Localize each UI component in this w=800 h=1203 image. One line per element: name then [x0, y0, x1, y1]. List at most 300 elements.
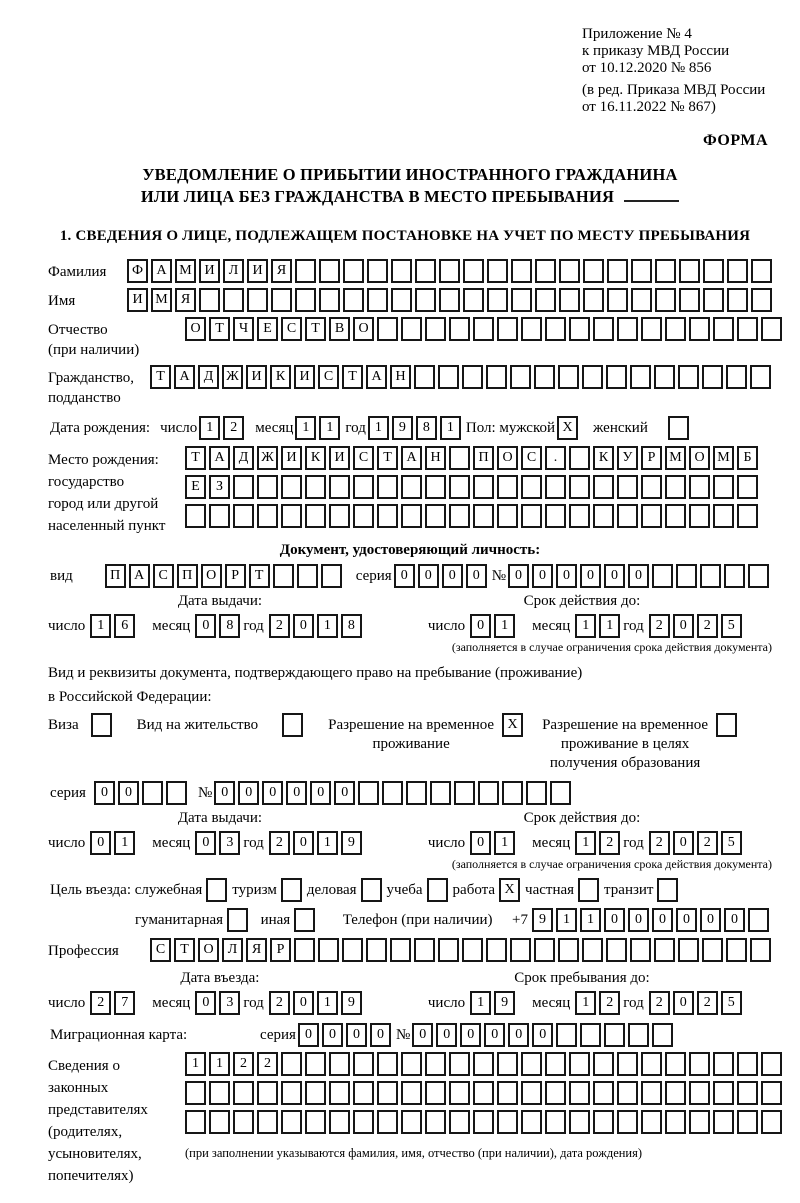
residence-issue-day-input[interactable]: [90, 831, 138, 855]
char-box[interactable]: О: [353, 317, 374, 341]
char-box[interactable]: [654, 365, 675, 389]
char-box[interactable]: 1: [319, 416, 340, 440]
char-box[interactable]: [641, 475, 662, 499]
char-box[interactable]: [367, 259, 388, 283]
char-box[interactable]: 0: [262, 781, 283, 805]
char-box[interactable]: 9: [494, 991, 515, 1015]
char-box[interactable]: [559, 259, 580, 283]
char-box[interactable]: [593, 1081, 614, 1105]
identity-valid-day-input[interactable]: [470, 614, 518, 638]
char-box[interactable]: [545, 475, 566, 499]
char-box[interactable]: М: [151, 288, 172, 312]
char-box[interactable]: [761, 1110, 782, 1134]
char-box[interactable]: М: [175, 259, 196, 283]
char-box[interactable]: [329, 475, 350, 499]
char-box[interactable]: 2: [599, 831, 620, 855]
char-box[interactable]: 1: [494, 831, 515, 855]
char-box[interactable]: 0: [293, 831, 314, 855]
purpose-humanitarian-checkbox[interactable]: [227, 908, 251, 932]
char-box[interactable]: С: [281, 317, 302, 341]
char-box[interactable]: [401, 1052, 422, 1076]
char-box[interactable]: А: [209, 446, 230, 470]
char-box[interactable]: [281, 475, 302, 499]
char-box[interactable]: [281, 1110, 302, 1134]
char-box[interactable]: [617, 1052, 638, 1076]
char-box[interactable]: Т: [249, 564, 270, 588]
char-box[interactable]: [185, 504, 206, 528]
birth-place-input-row-1[interactable]: [185, 446, 761, 470]
char-box[interactable]: [545, 317, 566, 341]
char-box[interactable]: [545, 504, 566, 528]
char-box[interactable]: 1: [575, 991, 596, 1015]
char-box[interactable]: 6: [114, 614, 135, 638]
char-box[interactable]: 3: [219, 831, 240, 855]
char-box[interactable]: [305, 475, 326, 499]
char-box[interactable]: [713, 317, 734, 341]
char-box[interactable]: А: [129, 564, 150, 588]
char-box[interactable]: 0: [604, 908, 625, 932]
char-box[interactable]: И: [281, 446, 302, 470]
char-box[interactable]: [713, 475, 734, 499]
char-box[interactable]: Е: [185, 475, 206, 499]
char-box[interactable]: З: [209, 475, 230, 499]
char-box[interactable]: 0: [556, 564, 577, 588]
char-box[interactable]: С: [153, 564, 174, 588]
char-box[interactable]: 0: [195, 831, 216, 855]
char-box[interactable]: А: [401, 446, 422, 470]
char-box[interactable]: 0: [310, 781, 331, 805]
char-box[interactable]: [377, 504, 398, 528]
char-box[interactable]: О: [689, 446, 710, 470]
char-box[interactable]: [689, 317, 710, 341]
char-box[interactable]: 0: [334, 781, 355, 805]
char-box[interactable]: [257, 475, 278, 499]
char-box[interactable]: С: [521, 446, 542, 470]
char-box[interactable]: [449, 504, 470, 528]
char-box[interactable]: [319, 259, 340, 283]
char-box[interactable]: [702, 365, 723, 389]
char-box[interactable]: [703, 288, 724, 312]
char-box[interactable]: [606, 365, 627, 389]
char-box[interactable]: [689, 1052, 710, 1076]
char-box[interactable]: [487, 288, 508, 312]
char-box[interactable]: М: [665, 446, 686, 470]
char-box[interactable]: [257, 1081, 278, 1105]
char-box[interactable]: К: [270, 365, 291, 389]
residence-issue-month-input[interactable]: [195, 831, 243, 855]
char-box[interactable]: [652, 564, 673, 588]
char-box[interactable]: [679, 288, 700, 312]
char-box[interactable]: [558, 365, 579, 389]
char-box[interactable]: Т: [150, 365, 171, 389]
char-box[interactable]: 0: [470, 614, 491, 638]
char-box[interactable]: 1: [317, 614, 338, 638]
birth-year-input[interactable]: [368, 416, 464, 440]
char-box[interactable]: [665, 1081, 686, 1105]
char-box[interactable]: [724, 564, 745, 588]
char-box[interactable]: 0: [293, 991, 314, 1015]
char-box[interactable]: [511, 259, 532, 283]
char-box[interactable]: 1: [295, 416, 316, 440]
char-box[interactable]: [569, 1110, 590, 1134]
char-box[interactable]: 0: [238, 781, 259, 805]
purpose-business-checkbox[interactable]: [361, 878, 385, 902]
char-box[interactable]: 1: [114, 831, 135, 855]
char-box[interactable]: [257, 1110, 278, 1134]
char-box[interactable]: [641, 317, 662, 341]
char-box[interactable]: О: [185, 317, 206, 341]
char-box[interactable]: [463, 259, 484, 283]
char-box[interactable]: [473, 317, 494, 341]
char-box[interactable]: [478, 781, 499, 805]
sex-male-checkbox[interactable]: [557, 416, 581, 440]
char-box[interactable]: [657, 878, 678, 902]
patronymic-input[interactable]: [185, 317, 785, 341]
char-box[interactable]: [473, 1081, 494, 1105]
char-box[interactable]: 0: [676, 908, 697, 932]
identity-doc-number-input[interactable]: [508, 564, 772, 588]
representatives-input-row-1[interactable]: [185, 1052, 785, 1076]
char-box[interactable]: М: [713, 446, 734, 470]
char-box[interactable]: 0: [90, 831, 111, 855]
char-box[interactable]: [401, 504, 422, 528]
char-box[interactable]: [737, 1081, 758, 1105]
char-box[interactable]: С: [318, 365, 339, 389]
char-box[interactable]: [654, 938, 675, 962]
char-box[interactable]: 0: [346, 1023, 367, 1047]
char-box[interactable]: [199, 288, 220, 312]
char-box[interactable]: [593, 504, 614, 528]
char-box[interactable]: Я: [271, 259, 292, 283]
sex-female-checkbox[interactable]: [668, 416, 692, 440]
char-box[interactable]: 0: [298, 1023, 319, 1047]
char-box[interactable]: 2: [697, 831, 718, 855]
char-box[interactable]: 0: [724, 908, 745, 932]
char-box[interactable]: [438, 938, 459, 962]
char-box[interactable]: [329, 1110, 350, 1134]
char-box[interactable]: [606, 938, 627, 962]
residence-issue-year-input[interactable]: [269, 831, 365, 855]
char-box[interactable]: 0: [673, 831, 694, 855]
char-box[interactable]: [737, 1110, 758, 1134]
char-box[interactable]: [737, 1052, 758, 1076]
char-box[interactable]: 0: [673, 991, 694, 1015]
char-box[interactable]: [449, 1081, 470, 1105]
char-box[interactable]: [641, 504, 662, 528]
char-box[interactable]: [641, 1110, 662, 1134]
char-box[interactable]: [497, 317, 518, 341]
char-box[interactable]: [281, 878, 302, 902]
char-box[interactable]: В: [329, 317, 350, 341]
residence-valid-year-input[interactable]: [649, 831, 745, 855]
purpose-official-checkbox[interactable]: [206, 878, 230, 902]
birth-place-input-row-2[interactable]: [185, 475, 761, 499]
char-box[interactable]: [227, 908, 248, 932]
char-box[interactable]: [737, 504, 758, 528]
char-box[interactable]: Р: [641, 446, 662, 470]
char-box[interactable]: 0: [466, 564, 487, 588]
char-box[interactable]: [617, 504, 638, 528]
char-box[interactable]: 0: [370, 1023, 391, 1047]
char-box[interactable]: [206, 878, 227, 902]
identity-doc-series-input[interactable]: [394, 564, 490, 588]
char-box[interactable]: [545, 1110, 566, 1134]
migration-number-input[interactable]: [412, 1023, 676, 1047]
char-box[interactable]: [521, 1052, 542, 1076]
char-box[interactable]: Т: [342, 365, 363, 389]
char-box[interactable]: [665, 475, 686, 499]
char-box[interactable]: [726, 938, 747, 962]
char-box[interactable]: О: [198, 938, 219, 962]
char-box[interactable]: [305, 1110, 326, 1134]
char-box[interactable]: 7: [114, 991, 135, 1015]
char-box[interactable]: 2: [697, 614, 718, 638]
identity-issue-year-input[interactable]: [269, 614, 365, 638]
char-box[interactable]: [294, 908, 315, 932]
stay-day-input[interactable]: [470, 991, 518, 1015]
char-box[interactable]: 1: [494, 614, 515, 638]
char-box[interactable]: [377, 1110, 398, 1134]
char-box[interactable]: 0: [436, 1023, 457, 1047]
char-box[interactable]: [142, 781, 163, 805]
char-box[interactable]: [751, 288, 772, 312]
char-box[interactable]: [463, 288, 484, 312]
char-box[interactable]: 1: [575, 614, 596, 638]
residence-valid-day-input[interactable]: [470, 831, 518, 855]
char-box[interactable]: [497, 1110, 518, 1134]
char-box[interactable]: [353, 475, 374, 499]
char-box[interactable]: [676, 564, 697, 588]
temp-residence-checkbox[interactable]: [494, 713, 526, 737]
char-box[interactable]: [439, 288, 460, 312]
char-box[interactable]: [318, 938, 339, 962]
char-box[interactable]: 8: [416, 416, 437, 440]
char-box[interactable]: 0: [322, 1023, 343, 1047]
char-box[interactable]: [713, 1081, 734, 1105]
char-box[interactable]: Н: [425, 446, 446, 470]
birth-day-input[interactable]: [199, 416, 247, 440]
entry-year-input[interactable]: [269, 991, 365, 1015]
char-box[interactable]: [462, 365, 483, 389]
char-box[interactable]: [247, 288, 268, 312]
char-box[interactable]: [295, 288, 316, 312]
char-box[interactable]: [438, 365, 459, 389]
char-box[interactable]: [703, 259, 724, 283]
purpose-study-checkbox[interactable]: [427, 878, 451, 902]
char-box[interactable]: 0: [628, 908, 649, 932]
char-box[interactable]: [569, 446, 590, 470]
char-box[interactable]: 0: [470, 831, 491, 855]
char-box[interactable]: [321, 564, 342, 588]
char-box[interactable]: [534, 365, 555, 389]
char-box[interactable]: [497, 475, 518, 499]
char-box[interactable]: 2: [269, 991, 290, 1015]
char-box[interactable]: [223, 288, 244, 312]
char-box[interactable]: 0: [532, 1023, 553, 1047]
char-box[interactable]: [617, 475, 638, 499]
char-box[interactable]: 0: [460, 1023, 481, 1047]
char-box[interactable]: [377, 317, 398, 341]
char-box[interactable]: 1: [368, 416, 389, 440]
char-box[interactable]: [487, 259, 508, 283]
char-box[interactable]: [401, 475, 422, 499]
char-box[interactable]: [535, 288, 556, 312]
char-box[interactable]: [510, 938, 531, 962]
char-box[interactable]: [737, 317, 758, 341]
entry-day-input[interactable]: [90, 991, 138, 1015]
purpose-transit-checkbox[interactable]: [657, 878, 681, 902]
char-box[interactable]: 0: [700, 908, 721, 932]
char-box[interactable]: 1: [90, 614, 111, 638]
char-box[interactable]: [233, 504, 254, 528]
char-box[interactable]: [91, 713, 112, 737]
char-box[interactable]: [449, 475, 470, 499]
residence-valid-month-input[interactable]: [575, 831, 623, 855]
char-box[interactable]: 0: [214, 781, 235, 805]
char-box[interactable]: [358, 781, 379, 805]
char-box[interactable]: [414, 938, 435, 962]
char-box[interactable]: [534, 938, 555, 962]
char-box[interactable]: [257, 504, 278, 528]
char-box[interactable]: 0: [394, 564, 415, 588]
entry-month-input[interactable]: [195, 991, 243, 1015]
char-box[interactable]: 1: [440, 416, 461, 440]
birth-place-input-row-3[interactable]: [185, 504, 761, 528]
char-box[interactable]: [678, 938, 699, 962]
char-box[interactable]: 0: [673, 614, 694, 638]
char-box[interactable]: [353, 1052, 374, 1076]
char-box[interactable]: 0: [508, 1023, 529, 1047]
char-box[interactable]: К: [593, 446, 614, 470]
char-box[interactable]: 0: [195, 614, 216, 638]
char-box[interactable]: [750, 938, 771, 962]
char-box[interactable]: [281, 504, 302, 528]
char-box[interactable]: 0: [412, 1023, 433, 1047]
char-box[interactable]: [427, 878, 448, 902]
char-box[interactable]: 0: [293, 614, 314, 638]
char-box[interactable]: [502, 781, 523, 805]
char-box[interactable]: [668, 416, 689, 440]
char-box[interactable]: [748, 908, 769, 932]
char-box[interactable]: Ч: [233, 317, 254, 341]
char-box[interactable]: [473, 1110, 494, 1134]
char-box[interactable]: [209, 1081, 230, 1105]
char-box[interactable]: [497, 1052, 518, 1076]
char-box[interactable]: 2: [233, 1052, 254, 1076]
char-box[interactable]: [521, 475, 542, 499]
char-box[interactable]: 0: [532, 564, 553, 588]
char-box[interactable]: П: [473, 446, 494, 470]
char-box[interactable]: [425, 1110, 446, 1134]
char-box[interactable]: 9: [392, 416, 413, 440]
char-box[interactable]: А: [366, 365, 387, 389]
char-box[interactable]: [593, 317, 614, 341]
char-box[interactable]: И: [127, 288, 148, 312]
char-box[interactable]: [329, 1052, 350, 1076]
char-box[interactable]: [727, 259, 748, 283]
char-box[interactable]: [366, 938, 387, 962]
char-box[interactable]: [556, 1023, 577, 1047]
char-box[interactable]: [497, 504, 518, 528]
char-box[interactable]: 0: [652, 908, 673, 932]
char-box[interactable]: [486, 938, 507, 962]
char-box[interactable]: 0: [195, 991, 216, 1015]
identity-issue-month-input[interactable]: [195, 614, 243, 638]
char-box[interactable]: О: [201, 564, 222, 588]
identity-issue-day-input[interactable]: [90, 614, 138, 638]
char-box[interactable]: Р: [270, 938, 291, 962]
char-box[interactable]: [545, 1081, 566, 1105]
char-box[interactable]: X: [557, 416, 578, 440]
char-box[interactable]: 5: [721, 614, 742, 638]
char-box[interactable]: [415, 288, 436, 312]
char-box[interactable]: [425, 317, 446, 341]
char-box[interactable]: И: [247, 259, 268, 283]
char-box[interactable]: [343, 259, 364, 283]
temp-residence-edu-checkbox[interactable]: [708, 713, 740, 737]
char-box[interactable]: [630, 938, 651, 962]
char-box[interactable]: [425, 475, 446, 499]
char-box[interactable]: [449, 1110, 470, 1134]
char-box[interactable]: [473, 1052, 494, 1076]
char-box[interactable]: [569, 317, 590, 341]
char-box[interactable]: 0: [628, 564, 649, 588]
char-box[interactable]: Л: [222, 938, 243, 962]
char-box[interactable]: 1: [575, 831, 596, 855]
char-box[interactable]: [689, 475, 710, 499]
char-box[interactable]: Е: [257, 317, 278, 341]
char-box[interactable]: [414, 365, 435, 389]
purpose-work-checkbox[interactable]: [499, 878, 523, 902]
char-box[interactable]: 2: [257, 1052, 278, 1076]
char-box[interactable]: [295, 259, 316, 283]
char-box[interactable]: 0: [286, 781, 307, 805]
surname-input[interactable]: [127, 259, 775, 283]
char-box[interactable]: Т: [209, 317, 230, 341]
char-box[interactable]: 2: [223, 416, 244, 440]
char-box[interactable]: [382, 781, 403, 805]
char-box[interactable]: 8: [341, 614, 362, 638]
char-box[interactable]: [713, 1110, 734, 1134]
migration-series-input[interactable]: [298, 1023, 394, 1047]
char-box[interactable]: [580, 1023, 601, 1047]
char-box[interactable]: 2: [697, 991, 718, 1015]
char-box[interactable]: 0: [508, 564, 529, 588]
char-box[interactable]: [535, 259, 556, 283]
char-box[interactable]: [569, 475, 590, 499]
char-box[interactable]: Д: [198, 365, 219, 389]
char-box[interactable]: [689, 1110, 710, 1134]
char-box[interactable]: 9: [341, 991, 362, 1015]
char-box[interactable]: Т: [377, 446, 398, 470]
char-box[interactable]: [665, 1110, 686, 1134]
char-box[interactable]: [473, 475, 494, 499]
char-box[interactable]: [209, 1110, 230, 1134]
char-box[interactable]: К: [305, 446, 326, 470]
char-box[interactable]: [628, 1023, 649, 1047]
char-box[interactable]: [665, 317, 686, 341]
purpose-private-checkbox[interactable]: [578, 878, 602, 902]
char-box[interactable]: [559, 288, 580, 312]
char-box[interactable]: [329, 504, 350, 528]
char-box[interactable]: [545, 1052, 566, 1076]
char-box[interactable]: 0: [418, 564, 439, 588]
char-box[interactable]: [282, 713, 303, 737]
char-box[interactable]: [526, 781, 547, 805]
birth-month-input[interactable]: [295, 416, 343, 440]
char-box[interactable]: О: [497, 446, 518, 470]
char-box[interactable]: [377, 1052, 398, 1076]
